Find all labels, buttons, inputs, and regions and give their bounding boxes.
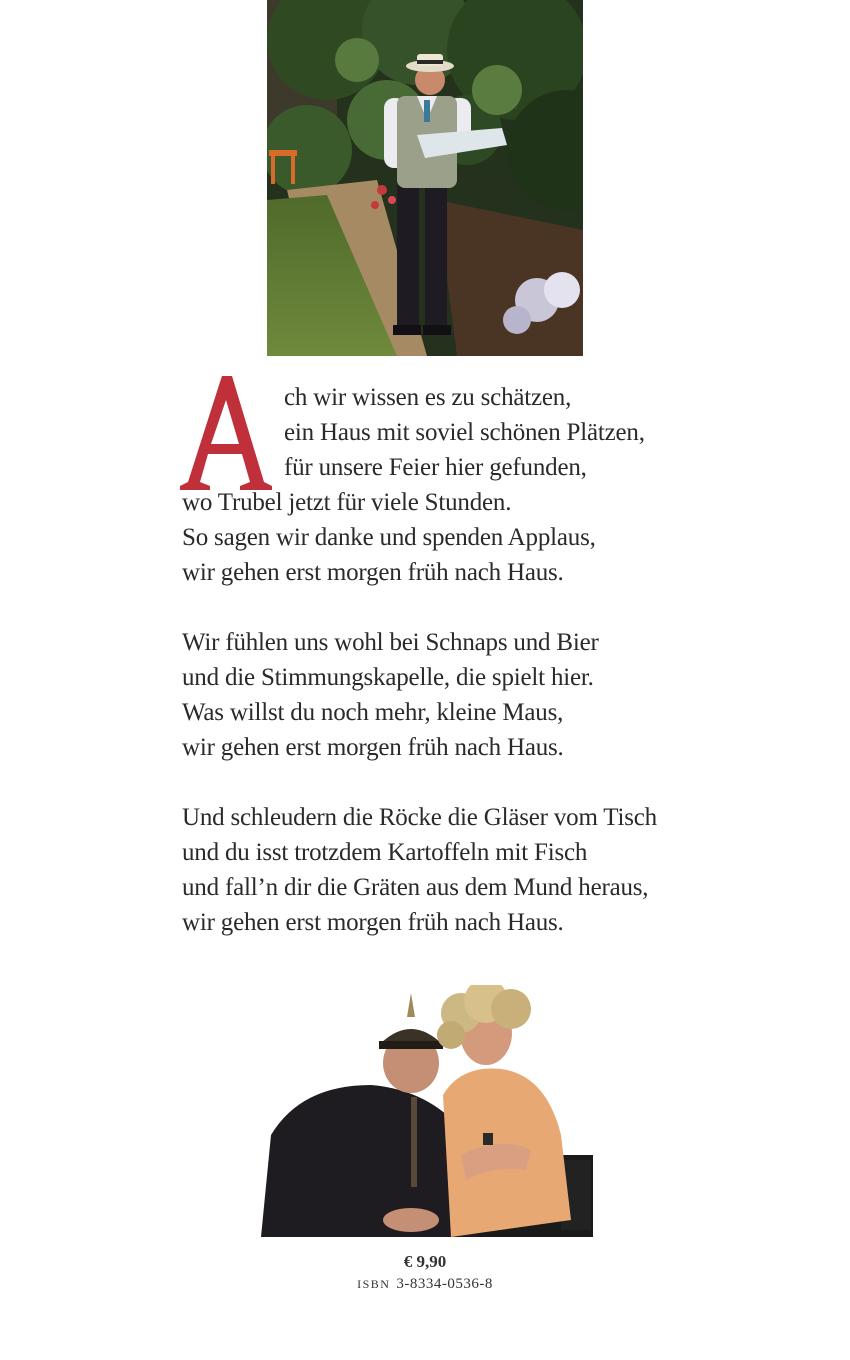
poem-line: Wir fühlen uns wohl bei Schnaps und Bier <box>182 629 599 656</box>
poem-line: und fall’n dir die Gräten aus dem Mund heraus, <box>182 874 649 901</box>
isbn-number: 3-8334-0536-8 <box>396 1276 493 1292</box>
isbn <box>0 1276 850 1293</box>
top-photo-man-in-garden <box>267 0 583 356</box>
poem-line: ein Haus mit soviel schönen Plätzen, <box>284 419 645 446</box>
poem-line: Was willst du noch mehr, kleine Maus, <box>182 699 564 726</box>
isbn-label: ISBN <box>357 1277 391 1291</box>
price: € 9,90 <box>403 1252 447 1271</box>
poem-line: ch wir wissen es zu schätzen, <box>284 384 572 411</box>
bottom-photo-costumed-couple <box>261 985 593 1237</box>
stanza-2 <box>182 625 742 765</box>
poem-line: für unsere Feier hier gefunden, <box>284 454 587 481</box>
poem-line: und die Stimmungskapelle, die spielt hier. <box>182 664 594 691</box>
poem-line: So sagen wir danke und spenden Applaus, <box>182 524 596 551</box>
poem-line: Und schleudern die Röcke die Gläser vom Tisch <box>182 804 657 831</box>
stanza-3 <box>182 800 742 940</box>
poem-line: wir gehen erst morgen früh nach Haus. <box>182 909 564 936</box>
poem-line: wir gehen erst morgen früh nach Haus. <box>182 559 564 586</box>
poem-line: wo Trubel jetzt für viele Stunden. <box>182 489 512 516</box>
dropcap-letter-a <box>180 374 274 492</box>
poem <box>182 380 742 940</box>
poem-line: und du isst trotzdem Kartoffeln mit Fisch <box>182 839 588 866</box>
poem-line: wir gehen erst morgen früh nach Haus. <box>182 734 564 761</box>
